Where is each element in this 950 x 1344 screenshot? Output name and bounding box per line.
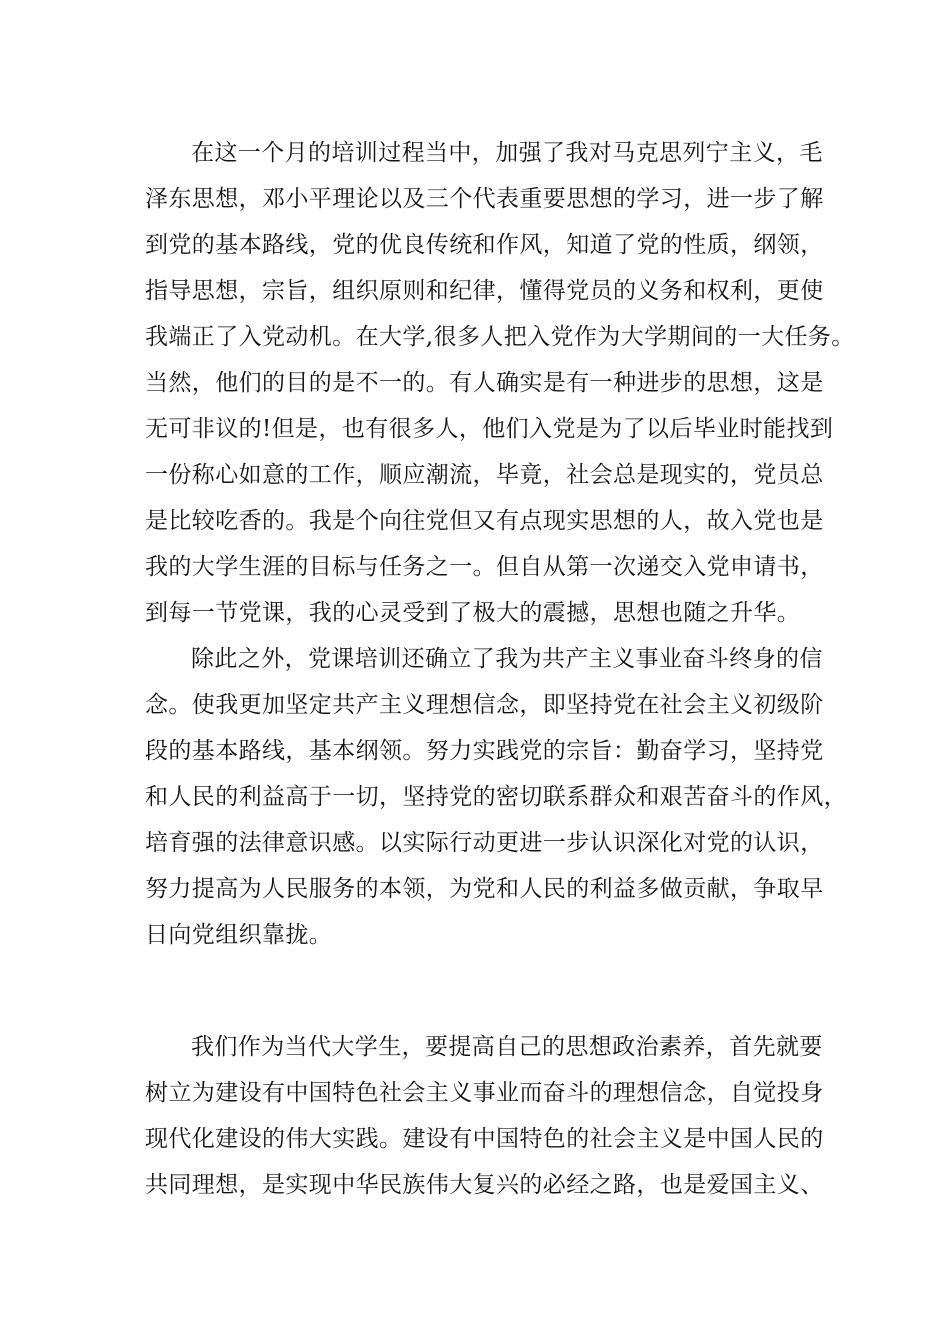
paragraph-1-line-5: 我端正了入党动机。在大学,很多人把入党作为大学期间的一大任务。 bbox=[145, 324, 855, 350]
paragraph-2-line-2: 念。使我更加坚定共产主义理想信念，即坚持党在社会主义初级阶 bbox=[145, 692, 824, 718]
paragraph-2-line-7: 日向党组织靠拢。 bbox=[145, 922, 333, 948]
paragraph-3-line-1: 我们作为当代大学生，要提高自己的思想政治素养，首先就要 bbox=[191, 1034, 823, 1060]
paragraph-1-line-10: 我的大学生涯的目标与任务之一。但自从第一次递交入党申请书， bbox=[145, 554, 824, 580]
paragraph-1-line-6: 当然，他们的目的是不一的。有人确实是有一种进步的思想，这是 bbox=[145, 370, 824, 396]
paragraph-1-line-9: 是比较吃香的。我是个向往党但又有点现实思想的人，故入党也是 bbox=[145, 508, 824, 534]
paragraph-1-line-3: 到党的基本路线，党的优良传统和作风，知道了党的性质，纲领， bbox=[145, 232, 824, 258]
paragraph-2-line-3: 段的基本路线，基本纲领。努力实践党的宗旨：勤奋学习，坚持党 bbox=[145, 738, 824, 764]
paragraph-1-line-4: 指导思想，宗旨，组织原则和纪律，懂得党员的义务和权利，更使 bbox=[145, 278, 824, 304]
paragraph-3-line-3: 现代化建设的伟大实践。建设有中国特色的社会主义是中国人民的 bbox=[145, 1126, 824, 1152]
paragraph-3-line-2: 树立为建设有中国特色社会主义事业而奋斗的理想信念，自觉投身 bbox=[145, 1080, 824, 1106]
paragraph-1-line-7: 无可非议的!但是，也有很多人，他们入党是为了以后毕业时能找到 bbox=[145, 416, 834, 442]
paragraph-1-line-11: 到每一节党课，我的心灵受到了极大的震撼，思想也随之升华。 bbox=[145, 600, 801, 626]
paragraph-2-line-5: 培育强的法律意识感。以实际行动更进一步认识深化对党的认识， bbox=[145, 830, 824, 856]
paragraph-2-line-4: 和人民的利益高于一切，坚持党的密切联系群众和艰苦奋斗的作风， bbox=[145, 784, 847, 810]
paragraph-1-line-2: 泽东思想，邓小平理论以及三个代表重要思想的学习，进一步了解 bbox=[145, 186, 824, 212]
paragraph-2-line-1: 除此之外，党课培训还确立了我为共产主义事业奋斗终身的信 bbox=[191, 646, 823, 672]
paragraph-3-line-4: 共同理想，是实现中华民族伟大复兴的必经之路，也是爱国主义、 bbox=[145, 1172, 824, 1198]
paragraph-1-line-8: 一份称心如意的工作，顺应潮流，毕竟，社会总是现实的，党员总 bbox=[145, 462, 824, 488]
paragraph-2-line-6: 努力提高为人民服务的本领，为党和人民的利益多做贡献，争取早 bbox=[145, 876, 824, 902]
paragraph-1-line-1: 在这一个月的培训过程当中，加强了我对马克思列宁主义，毛 bbox=[191, 140, 823, 166]
